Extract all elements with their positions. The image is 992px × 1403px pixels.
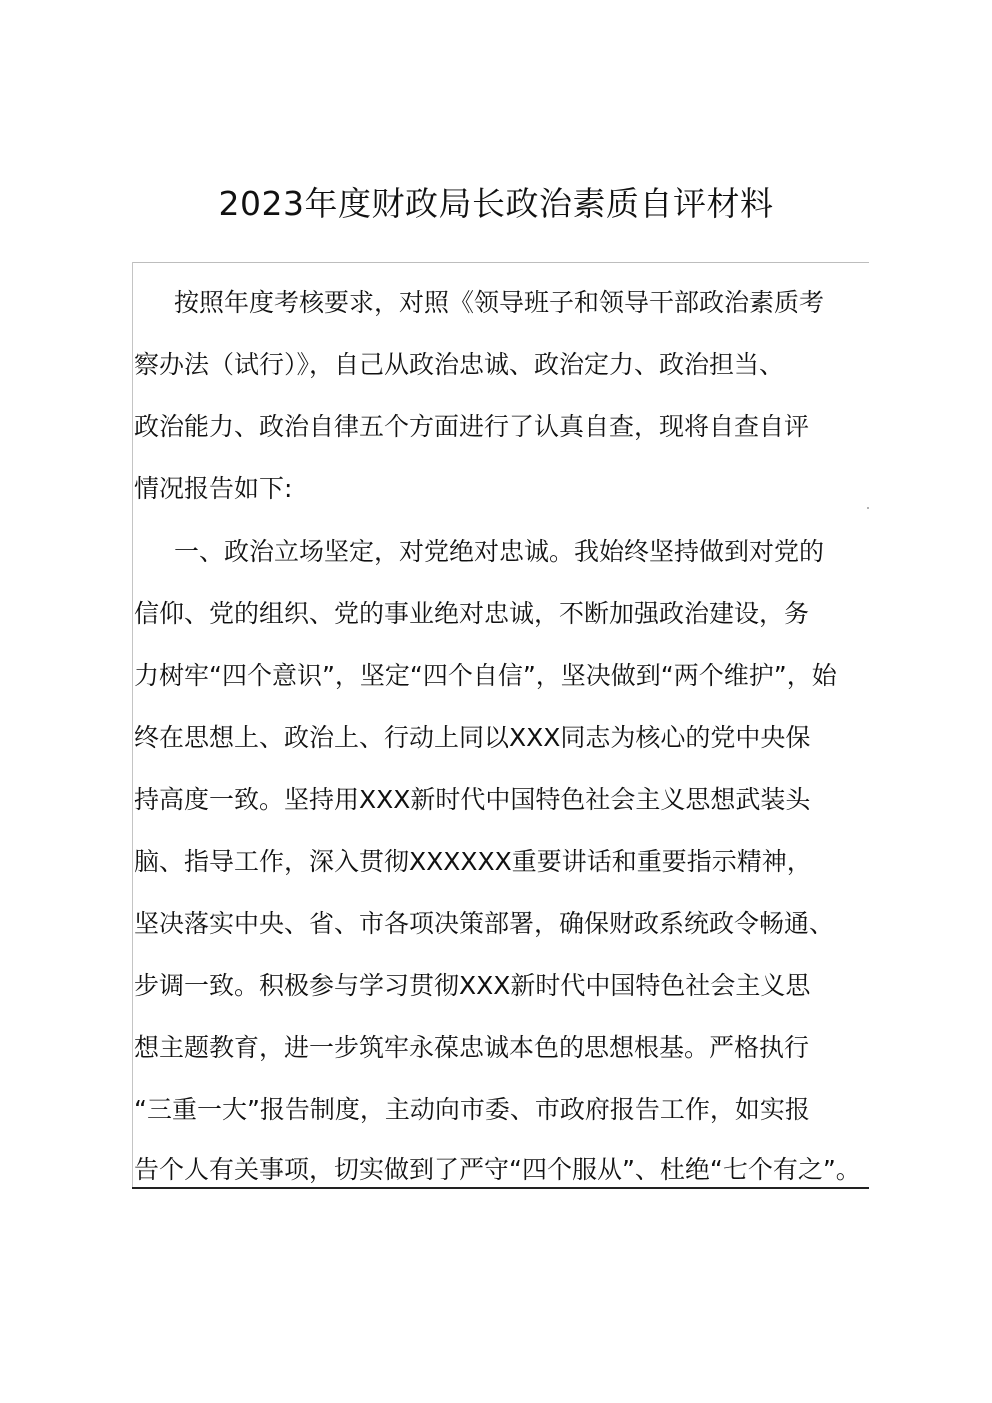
frame-left-rule <box>132 262 133 1188</box>
frame-top-rule <box>132 262 869 263</box>
paragraph-1-line-3: 政治能力、政治自律五个方面进行了认真自查，现将自查自评 <box>134 412 810 441</box>
document-title: 2023年度财政局长政治素质自评材料 <box>218 184 774 223</box>
paragraph-1-line-4: 情况报告如下: <box>134 474 293 503</box>
paragraph-2-line-6: 脑、指导工作，深入贯彻XXXXXX重要讲话和重要指示精神， <box>134 847 812 876</box>
paragraph-2-line-3: 力树牢“四个意识”，坚定“四个自信”，坚决做到“两个维护”，始 <box>134 661 837 690</box>
paragraph-1-line-1: 按照年度考核要求，对照《领导班子和领导干部政治素质考 <box>174 288 825 317</box>
paragraph-2-line-10: “三重一大”报告制度，主动向市委、市政府报告工作，如实报 <box>134 1095 810 1124</box>
paragraph-2-line-11: 告个人有关事项，切实做到了严守“四个服从”、杜绝“七个有之”。 <box>134 1155 861 1184</box>
paragraph-1-line-2: 察办法（试行）》，自己从政治忠诚、政治定力、政治担当、 <box>134 350 785 379</box>
paragraph-2-line-5: 持高度一致。坚持用XXX新时代中国特色社会主义思想武装头 <box>134 785 811 814</box>
paragraph-2-line-2: 信仰、党的组织、党的事业绝对忠诚，不断加强政治建设，务 <box>134 599 810 628</box>
paragraph-2-line-9: 想主题教育，进一步筑牢永葆忠诚本色的思想根基。严格执行 <box>134 1033 810 1062</box>
paragraph-2-line-8: 步调一致。积极参与学习贯彻XXX新时代中国特色社会主义思 <box>134 971 811 1000</box>
paragraph-2-line-7: 坚决落实中央、省、市各项决策部署，确保财政系统政令畅通、 <box>134 909 835 938</box>
paragraph-2-line-4: 终在思想上、政治上、行动上同以XXX同志为核心的党中央保 <box>134 723 811 752</box>
paragraph-2-line-1: 一、政治立场坚定，对党绝对忠诚。我始终坚持做到对党的 <box>174 537 825 566</box>
